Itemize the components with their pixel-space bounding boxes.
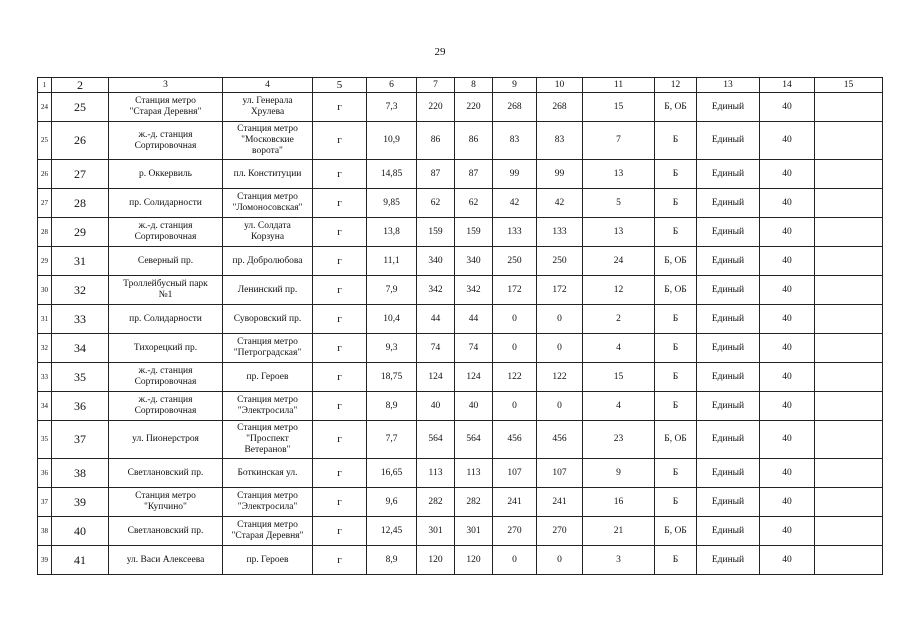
cell-fare: Единый — [697, 459, 760, 488]
cell-end-point: Станция метро "Проспект Ветеранов" — [223, 421, 313, 459]
header-cell-speed: 14 — [760, 78, 815, 93]
table-row — [38, 160, 883, 189]
cell-row-index: 39 — [38, 546, 52, 575]
cell-route-type: г — [313, 421, 367, 459]
cell-stops-forward: 44 — [417, 305, 455, 334]
cell-notes — [815, 305, 883, 334]
cell-fare: Единый — [697, 93, 760, 122]
cell-stops-back: 0 — [493, 392, 537, 421]
cell-stops-back: 250 — [493, 247, 537, 276]
cell-route-number: 35 — [52, 363, 109, 392]
cell-route-type: г — [313, 160, 367, 189]
cell-stops-forward: 86 — [417, 122, 455, 160]
cell-route-type: г — [313, 218, 367, 247]
cell-route-number: 41 — [52, 546, 109, 575]
cell-stops-back: 122 — [493, 363, 537, 392]
cell-start-point: ул. Васи Алексеева — [109, 546, 223, 575]
cell-stops-back-2: 172 — [537, 276, 583, 305]
cell-notes — [815, 93, 883, 122]
table-row — [38, 218, 883, 247]
table-row — [38, 363, 883, 392]
cell-row-index: 37 — [38, 488, 52, 517]
cell-end-point: Станция метро "Электросила" — [223, 488, 313, 517]
cell-row-index: 26 — [38, 160, 52, 189]
cell-stops-back-2: 250 — [537, 247, 583, 276]
cell-route-number: 38 — [52, 459, 109, 488]
cell-stops-forward: 340 — [417, 247, 455, 276]
cell-route-number: 34 — [52, 334, 109, 363]
cell-start-point: ул. Пионерстроя — [109, 421, 223, 459]
cell-notes — [815, 218, 883, 247]
cell-fare: Единый — [697, 546, 760, 575]
header-cell-start-point: 3 — [109, 78, 223, 93]
cell-speed: 40 — [760, 363, 815, 392]
cell-speed: 40 — [760, 122, 815, 160]
cell-length-km: 9,85 — [367, 189, 417, 218]
cell-end-point: Станция метро "Ломоносовская" — [223, 189, 313, 218]
cell-stops-back: 42 — [493, 189, 537, 218]
table-row — [38, 189, 883, 218]
cell-speed: 40 — [760, 276, 815, 305]
cell-length-km: 8,9 — [367, 392, 417, 421]
cell-start-point: ж.-д. станция Сортировочная — [109, 363, 223, 392]
cell-notes — [815, 459, 883, 488]
cell-end-point: пл. Конституции — [223, 160, 313, 189]
cell-vehicle-class: Б — [655, 459, 697, 488]
cell-vehicles: 16 — [583, 488, 655, 517]
cell-length-km: 7,9 — [367, 276, 417, 305]
cell-stops-forward: 282 — [417, 488, 455, 517]
cell-stops-forward-2: 74 — [455, 334, 493, 363]
header-cell-stops-back: 9 — [493, 78, 537, 93]
cell-length-km: 10,9 — [367, 122, 417, 160]
cell-length-km: 11,1 — [367, 247, 417, 276]
cell-vehicle-class: Б — [655, 122, 697, 160]
cell-start-point: р. Оккервиль — [109, 160, 223, 189]
cell-end-point: Станция метро "Старая Деревня" — [223, 517, 313, 546]
route-table — [37, 77, 883, 575]
cell-end-point: Станция метро "Московские ворота" — [223, 122, 313, 160]
cell-start-point: Светлановский пр. — [109, 459, 223, 488]
cell-row-index: 36 — [38, 459, 52, 488]
cell-length-km: 9,3 — [367, 334, 417, 363]
cell-stops-forward: 220 — [417, 93, 455, 122]
cell-route-number: 39 — [52, 488, 109, 517]
cell-stops-back-2: 270 — [537, 517, 583, 546]
cell-stops-back: 0 — [493, 305, 537, 334]
cell-fare: Единый — [697, 363, 760, 392]
table-header-row — [38, 78, 883, 93]
cell-stops-back-2: 122 — [537, 363, 583, 392]
cell-vehicle-class: Б, ОБ — [655, 93, 697, 122]
cell-stops-back-2: 0 — [537, 305, 583, 334]
cell-stops-back-2: 0 — [537, 392, 583, 421]
cell-vehicles: 15 — [583, 363, 655, 392]
cell-speed: 40 — [760, 421, 815, 459]
cell-start-point: Троллейбусный парк №1 — [109, 276, 223, 305]
cell-stops-forward: 113 — [417, 459, 455, 488]
cell-stops-back: 241 — [493, 488, 537, 517]
cell-length-km: 18,75 — [367, 363, 417, 392]
cell-end-point: пр. Героев — [223, 363, 313, 392]
cell-route-type: г — [313, 189, 367, 218]
cell-fare: Единый — [697, 421, 760, 459]
cell-stops-back-2: 0 — [537, 334, 583, 363]
cell-row-index: 29 — [38, 247, 52, 276]
cell-speed: 40 — [760, 189, 815, 218]
cell-route-number: 31 — [52, 247, 109, 276]
cell-start-point: ж.-д. станция Сортировочная — [109, 122, 223, 160]
cell-stops-forward-2: 62 — [455, 189, 493, 218]
cell-route-type: г — [313, 334, 367, 363]
cell-stops-back: 83 — [493, 122, 537, 160]
cell-vehicle-class: Б, ОБ — [655, 247, 697, 276]
cell-speed: 40 — [760, 305, 815, 334]
header-cell-stops-forward-2: 8 — [455, 78, 493, 93]
cell-end-point: ул. Генерала Хрулева — [223, 93, 313, 122]
cell-speed: 40 — [760, 459, 815, 488]
cell-vehicles: 3 — [583, 546, 655, 575]
table-row — [38, 305, 883, 334]
header-cell-row-index: 1 — [38, 78, 52, 93]
cell-vehicles: 12 — [583, 276, 655, 305]
cell-stops-back-2: 133 — [537, 218, 583, 247]
cell-length-km: 9,6 — [367, 488, 417, 517]
cell-stops-forward-2: 44 — [455, 305, 493, 334]
table-row — [38, 93, 883, 122]
cell-stops-back-2: 107 — [537, 459, 583, 488]
table-row — [38, 517, 883, 546]
cell-speed: 40 — [760, 247, 815, 276]
cell-row-index: 38 — [38, 517, 52, 546]
header-cell-vehicle-class: 12 — [655, 78, 697, 93]
cell-length-km: 16,65 — [367, 459, 417, 488]
cell-vehicles: 23 — [583, 421, 655, 459]
cell-stops-forward: 120 — [417, 546, 455, 575]
cell-speed: 40 — [760, 488, 815, 517]
cell-length-km: 10,4 — [367, 305, 417, 334]
cell-notes — [815, 334, 883, 363]
cell-vehicles: 24 — [583, 247, 655, 276]
cell-route-number: 37 — [52, 421, 109, 459]
cell-stops-forward-2: 342 — [455, 276, 493, 305]
cell-stops-forward-2: 159 — [455, 218, 493, 247]
cell-route-type: г — [313, 122, 367, 160]
cell-stops-back: 99 — [493, 160, 537, 189]
cell-end-point: пр. Героев — [223, 546, 313, 575]
cell-vehicles: 21 — [583, 517, 655, 546]
cell-notes — [815, 546, 883, 575]
cell-stops-forward-2: 40 — [455, 392, 493, 421]
header-cell-route-number: 2 — [52, 78, 109, 93]
cell-fare: Единый — [697, 122, 760, 160]
cell-stops-forward-2: 564 — [455, 421, 493, 459]
cell-fare: Единый — [697, 517, 760, 546]
cell-stops-forward: 159 — [417, 218, 455, 247]
cell-vehicle-class: Б, ОБ — [655, 517, 697, 546]
cell-vehicle-class: Б, ОБ — [655, 421, 697, 459]
table-row — [38, 122, 883, 160]
header-cell-stops-back-2: 10 — [537, 78, 583, 93]
table-row — [38, 488, 883, 517]
cell-route-type: г — [313, 392, 367, 421]
cell-vehicles: 9 — [583, 459, 655, 488]
cell-vehicles: 13 — [583, 160, 655, 189]
table-row — [38, 546, 883, 575]
cell-stops-forward: 62 — [417, 189, 455, 218]
cell-vehicle-class: Б — [655, 488, 697, 517]
cell-end-point: пр. Добролюбова — [223, 247, 313, 276]
cell-row-index: 31 — [38, 305, 52, 334]
table-row — [38, 247, 883, 276]
cell-route-type: г — [313, 363, 367, 392]
cell-vehicle-class: Б — [655, 305, 697, 334]
cell-start-point: пр. Солидарности — [109, 305, 223, 334]
cell-stops-forward-2: 282 — [455, 488, 493, 517]
cell-fare: Единый — [697, 392, 760, 421]
cell-stops-forward-2: 124 — [455, 363, 493, 392]
cell-end-point: Станция метро "Петроградская" — [223, 334, 313, 363]
cell-vehicles: 13 — [583, 218, 655, 247]
cell-length-km: 12,45 — [367, 517, 417, 546]
cell-vehicles: 15 — [583, 93, 655, 122]
cell-row-index: 28 — [38, 218, 52, 247]
cell-stops-forward-2: 340 — [455, 247, 493, 276]
cell-length-km: 7,7 — [367, 421, 417, 459]
cell-stops-back: 270 — [493, 517, 537, 546]
cell-vehicles: 4 — [583, 334, 655, 363]
cell-row-index: 33 — [38, 363, 52, 392]
cell-route-number: 32 — [52, 276, 109, 305]
cell-speed: 40 — [760, 93, 815, 122]
cell-speed: 40 — [760, 334, 815, 363]
cell-notes — [815, 363, 883, 392]
cell-fare: Единый — [697, 305, 760, 334]
cell-row-index: 34 — [38, 392, 52, 421]
cell-route-type: г — [313, 276, 367, 305]
cell-stops-back: 0 — [493, 546, 537, 575]
cell-start-point: ж.-д. станция Сортировочная — [109, 392, 223, 421]
cell-end-point: Станция метро "Электросила" — [223, 392, 313, 421]
cell-stops-forward: 124 — [417, 363, 455, 392]
cell-stops-back: 456 — [493, 421, 537, 459]
cell-fare: Единый — [697, 488, 760, 517]
cell-notes — [815, 122, 883, 160]
cell-fare: Единый — [697, 247, 760, 276]
cell-notes — [815, 421, 883, 459]
cell-vehicle-class: Б — [655, 392, 697, 421]
cell-end-point: Боткинская ул. — [223, 459, 313, 488]
cell-fare: Единый — [697, 334, 760, 363]
cell-vehicles: 7 — [583, 122, 655, 160]
cell-route-number: 26 — [52, 122, 109, 160]
cell-route-type: г — [313, 247, 367, 276]
cell-vehicle-class: Б — [655, 363, 697, 392]
cell-stops-back: 0 — [493, 334, 537, 363]
cell-speed: 40 — [760, 517, 815, 546]
cell-vehicle-class: Б — [655, 160, 697, 189]
cell-row-index: 25 — [38, 122, 52, 160]
cell-stops-forward-2: 113 — [455, 459, 493, 488]
cell-stops-back: 107 — [493, 459, 537, 488]
cell-row-index: 35 — [38, 421, 52, 459]
cell-start-point: Станция метро "Старая Деревня" — [109, 93, 223, 122]
header-cell-notes: 15 — [815, 78, 883, 93]
cell-stops-back-2: 42 — [537, 189, 583, 218]
cell-notes — [815, 392, 883, 421]
cell-end-point: ул. Солдата Корзуна — [223, 218, 313, 247]
cell-fare: Единый — [697, 189, 760, 218]
cell-start-point: Станция метро "Купчино" — [109, 488, 223, 517]
cell-stops-back: 133 — [493, 218, 537, 247]
cell-vehicle-class: Б, ОБ — [655, 276, 697, 305]
cell-stops-back-2: 241 — [537, 488, 583, 517]
header-cell-fare: 13 — [697, 78, 760, 93]
cell-notes — [815, 189, 883, 218]
cell-route-number: 29 — [52, 218, 109, 247]
cell-stops-forward: 87 — [417, 160, 455, 189]
cell-row-index: 30 — [38, 276, 52, 305]
cell-length-km: 7,3 — [367, 93, 417, 122]
table-row — [38, 421, 883, 459]
cell-start-point: Северный пр. — [109, 247, 223, 276]
cell-speed: 40 — [760, 218, 815, 247]
cell-vehicle-class: Б — [655, 218, 697, 247]
cell-stops-back-2: 456 — [537, 421, 583, 459]
cell-vehicle-class: Б — [655, 334, 697, 363]
cell-stops-forward-2: 220 — [455, 93, 493, 122]
cell-notes — [815, 488, 883, 517]
cell-route-type: г — [313, 93, 367, 122]
cell-stops-forward: 74 — [417, 334, 455, 363]
table-row — [38, 392, 883, 421]
cell-notes — [815, 247, 883, 276]
cell-vehicle-class: Б — [655, 546, 697, 575]
cell-stops-forward-2: 87 — [455, 160, 493, 189]
cell-start-point: ж.-д. станция Сортировочная — [109, 218, 223, 247]
cell-length-km: 14,85 — [367, 160, 417, 189]
cell-end-point: Суворовский пр. — [223, 305, 313, 334]
cell-notes — [815, 517, 883, 546]
cell-stops-forward-2: 301 — [455, 517, 493, 546]
header-cell-route-type: 5 — [313, 78, 367, 93]
cell-stops-back-2: 0 — [537, 546, 583, 575]
cell-fare: Единый — [697, 276, 760, 305]
header-cell-vehicles: 11 — [583, 78, 655, 93]
cell-vehicles: 5 — [583, 189, 655, 218]
cell-speed: 40 — [760, 392, 815, 421]
cell-row-index: 27 — [38, 189, 52, 218]
cell-stops-forward: 564 — [417, 421, 455, 459]
cell-speed: 40 — [760, 160, 815, 189]
cell-notes — [815, 160, 883, 189]
cell-speed: 40 — [760, 546, 815, 575]
cell-stops-forward: 301 — [417, 517, 455, 546]
cell-route-type: г — [313, 517, 367, 546]
cell-stops-back-2: 99 — [537, 160, 583, 189]
cell-row-index: 24 — [38, 93, 52, 122]
cell-stops-back-2: 268 — [537, 93, 583, 122]
cell-route-type: г — [313, 546, 367, 575]
cell-route-number: 40 — [52, 517, 109, 546]
cell-stops-back: 172 — [493, 276, 537, 305]
cell-vehicles: 2 — [583, 305, 655, 334]
header-cell-length-km: 6 — [367, 78, 417, 93]
cell-row-index: 32 — [38, 334, 52, 363]
header-cell-stops-forward: 7 — [417, 78, 455, 93]
cell-route-number: 28 — [52, 189, 109, 218]
table-row — [38, 276, 883, 305]
cell-route-number: 36 — [52, 392, 109, 421]
cell-route-type: г — [313, 305, 367, 334]
cell-stops-forward-2: 86 — [455, 122, 493, 160]
cell-start-point: Тихорецкий пр. — [109, 334, 223, 363]
cell-start-point: Светлановский пр. — [109, 517, 223, 546]
cell-notes — [815, 276, 883, 305]
cell-route-type: г — [313, 488, 367, 517]
table-row — [38, 459, 883, 488]
cell-fare: Единый — [697, 218, 760, 247]
table-row — [38, 334, 883, 363]
cell-route-number: 33 — [52, 305, 109, 334]
cell-route-type: г — [313, 459, 367, 488]
cell-end-point: Ленинский пр. — [223, 276, 313, 305]
cell-route-number: 25 — [52, 93, 109, 122]
cell-fare: Единый — [697, 160, 760, 189]
cell-stops-forward-2: 120 — [455, 546, 493, 575]
cell-length-km: 8,9 — [367, 546, 417, 575]
header-cell-end-point: 4 — [223, 78, 313, 93]
cell-start-point: пр. Солидарности — [109, 189, 223, 218]
cell-stops-back: 268 — [493, 93, 537, 122]
cell-length-km: 13,8 — [367, 218, 417, 247]
cell-vehicle-class: Б — [655, 189, 697, 218]
cell-stops-forward: 342 — [417, 276, 455, 305]
cell-vehicles: 4 — [583, 392, 655, 421]
page-number: 29 — [434, 46, 446, 58]
cell-stops-forward: 40 — [417, 392, 455, 421]
cell-stops-back-2: 83 — [537, 122, 583, 160]
cell-route-number: 27 — [52, 160, 109, 189]
